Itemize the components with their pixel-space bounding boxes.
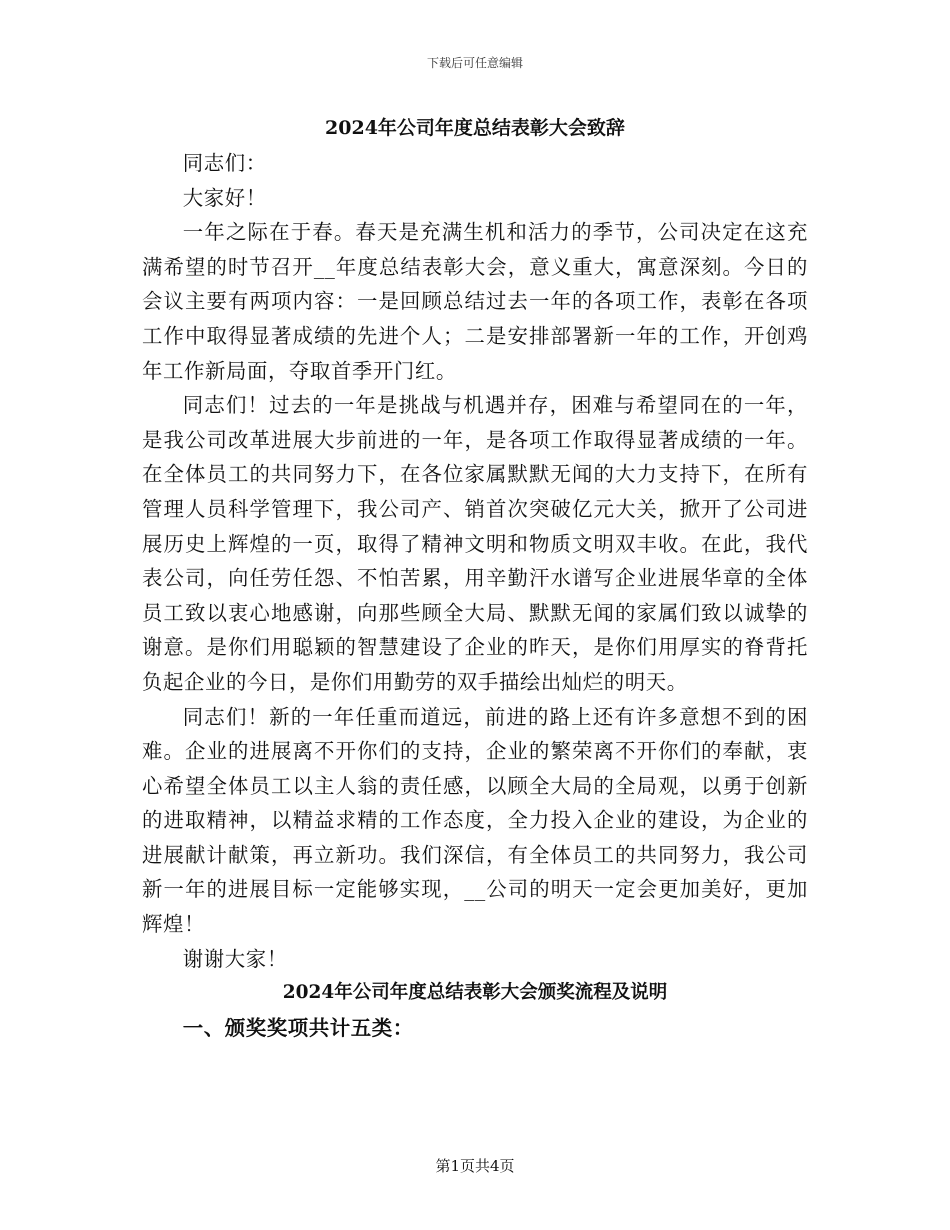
page-number: 第1页共4页 (435, 1157, 515, 1175)
closing: 谢谢大家！ (182, 946, 288, 971)
header-note: 下载后可任意编辑 (426, 56, 523, 70)
paragraph-opening: 一年之际在于春。春天是充满生机和活力的季节，公司决定在这充满希望的时节召开__年度总结表彰大会，意义重大，寓意深刻。今日的会议主要有两项内容：一是回顾总结过去一年的各项工作，表彰在各项工作中取得显著成绩的先进个人；二是安排部署新一年的工作，开创鸡年工作新局面，夺取首季开门红。 (142, 220, 808, 383)
salutation: 同志们： (182, 151, 267, 175)
paragraph-outlook: 同志们！新的一年任重而道远，前进的路上还有许多意想不到的困难。企业的进展离不开你们的支持，企业的繁荣离不开你们的奉献，衷心希望全体员工以主人翁的责任感，以顾全大局的全局观，以勇于创新的进取精神，以精益求精的工作态度，全力投入企业的建设，为企业的进展献计献策，再立新功。我们深信，有全体员工的共同努力，我公司新一年的进展目标一定能够实现，__公司的明天一定会更加美好，更加辉煌！ (142, 704, 808, 937)
document-title: 2024年公司年度总结表彰大会致辞 (325, 117, 625, 139)
section-title: 2024年公司年度总结表彰大会颁奖流程及说明 (282, 982, 668, 1004)
document-body (142, 146, 808, 1045)
paragraph-review: 同志们！过去的一年是挑战与机遇并存，困难与希望同在的一年，是我公司改革进展大步前进的一年，是各项工作取得显著成绩的一年。在全体员工的共同努力下，在各位家属默默无闻的大力支持下，在所有管理人员科学管理下，我公司产、销首次突破亿元大关，掀开了公司进展历史上辉煌的一页，取得了精神文明和物质文明双丰收。在此，我代表公司，向任劳任怨、不怕苦累，用辛勤汗水谱写企业进展华章的全体员工致以衷心地感谢，向那些顾全大局、默默无闻的家属们致以诚挚的谢意。是你们用聪颖的智慧建设了企业的昨天，是你们用厚实的脊背托负起企业的今日，是你们用勤劳的双手描绘出灿烂的明天。 (142, 393, 808, 694)
greeting: 大家好！ (182, 185, 267, 210)
subheading: 一、颁奖奖项共计五类： (182, 1015, 414, 1040)
